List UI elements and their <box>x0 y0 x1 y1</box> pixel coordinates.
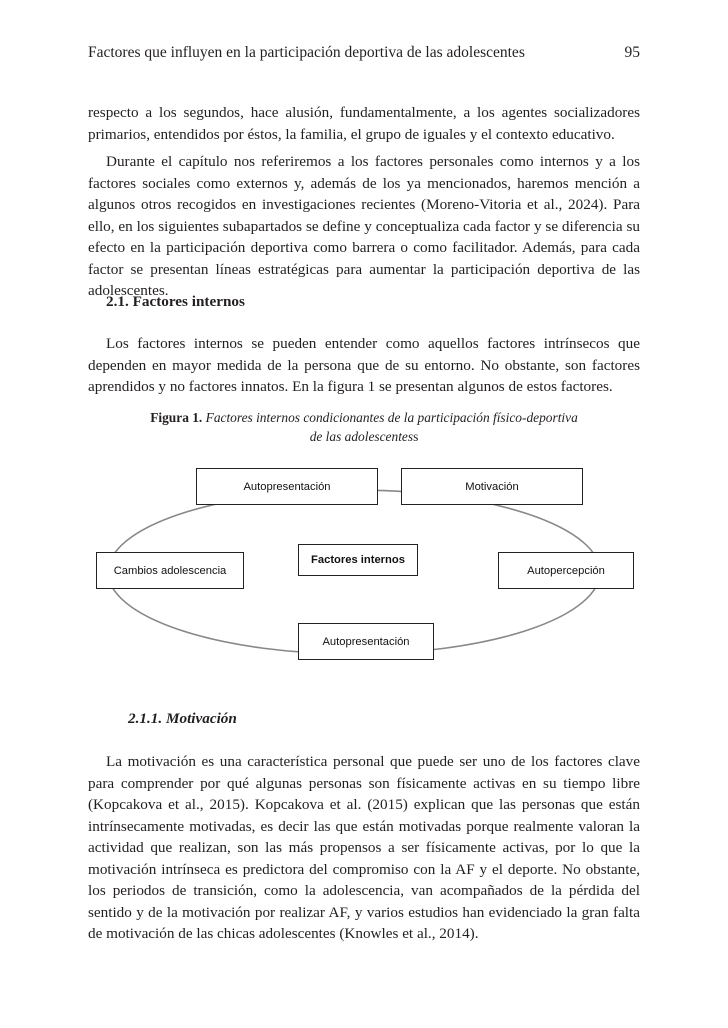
figure-1-diagram <box>96 468 634 664</box>
paragraph-2: Durante el capítulo nos referiremos a los factores personales como internos y a los factores sociales como externos y, además de los ya mencionados, haremos mención a algunos otros recogidos en investigaciones recientes (Moreno-Vitoria et al., 2024). Para ello, en los siguientes subapartados se define y conceptualiza cada factor y se diferencia su efecto en la participación deportiva como barrera o como facilitador. Además, para cada factor se presentan líneas estratégicas para aumentar la participación deportiva de las adolescentes. <box>88 153 640 299</box>
subsection-heading: 2.1.1. Motivación <box>128 710 237 727</box>
figure-caption-trailing: s <box>413 429 419 444</box>
paragraph-4: La motivación es una característica personal que puede ser uno de los factores clave para comprender por qué algunas personas son físicamente activas en su tiempo libre (Kopcakova et al., 2015). Kopcakova et al. (2015) explican que las personas que están intrínsecamente motivadas, es decir las que están motivadas porque realmente valoran la actividad que realizan, son las más propensos a ser físicamente activas, por lo que la motivación intrínseca es predictora del compromiso con la AF y el deporte. No obstante, los periodos de transición, como la adolescencia, van acompañados de la pérdida del sentido y de la motivación por realizar AF, y varios estudios han evidenciado la gran falta de motivación de las chicas adolescentes (Knowles et al., 2014). <box>88 753 640 942</box>
box-autopresentacion-bottom: Autopresentación <box>298 623 434 660</box>
box-motivacion: Motivación <box>401 468 583 505</box>
figure-label: Figura 1. <box>150 410 203 425</box>
running-header <box>88 44 640 66</box>
box-autopercepcion: Autopercepción <box>498 552 634 589</box>
section-heading: 2.1. Factores internos <box>106 293 245 310</box>
figure-caption-line-2: de las adolescentes <box>309 429 414 444</box>
paragraph-3: Los factores internos se pueden entender como aquellos factores intrínsecos que dependen en mayor medida de la persona que de su entorno. No obstante, son factores aprendidos y no factores innatos. En la figura 1 se presentan algunos de estos factores. <box>88 335 640 395</box>
box-cambios-adolescencia: Cambios adolescencia <box>96 552 244 589</box>
running-title: Factores que influyen en la participación deportiva de las adolescentes <box>88 44 525 61</box>
box-autopresentacion-top: Autopresentación <box>196 468 378 505</box>
box-factores-internos: Factores internos <box>298 544 418 576</box>
paragraph-1: respecto a los segundos, hace alusión, fundamentalmente, a los agentes socializadores primarios, entendidos por éstos, la familia, el grupo de iguales y el contexto educativo. <box>88 104 640 143</box>
figure-caption-line-1: Factores internos condicionantes de la participación físico-deportiva <box>205 410 578 425</box>
figure-caption <box>88 408 640 446</box>
page-number: 95 <box>624 44 640 61</box>
